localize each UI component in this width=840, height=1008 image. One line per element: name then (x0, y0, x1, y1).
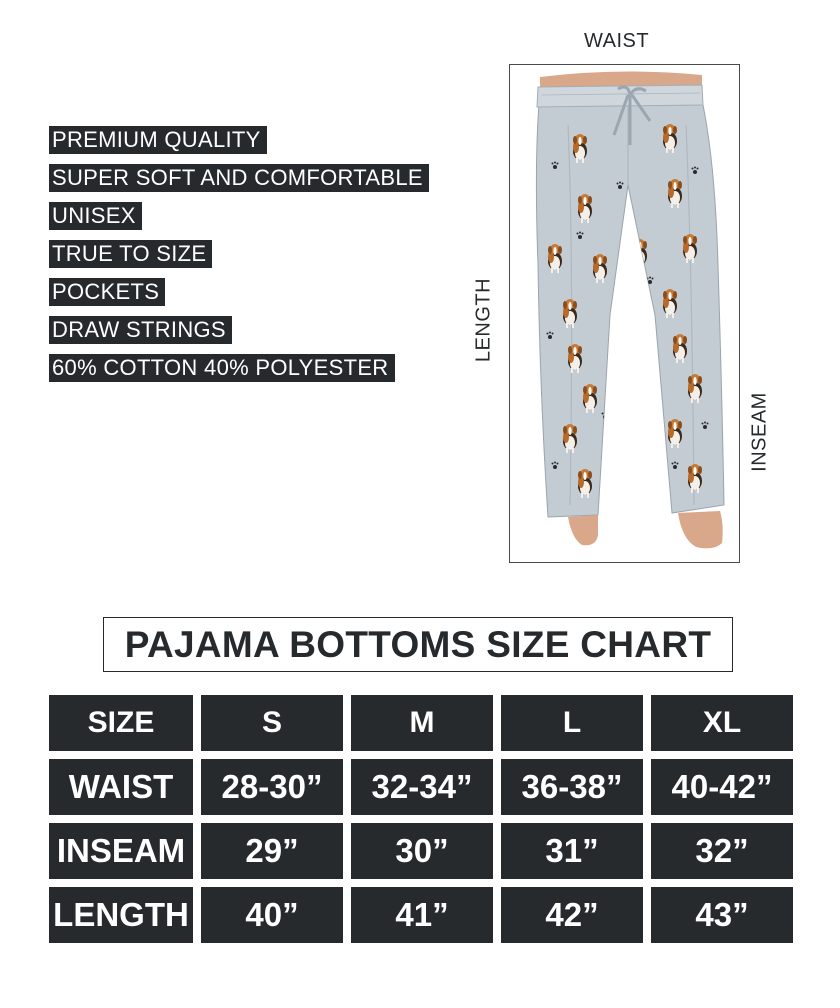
table-header-row (49, 695, 793, 751)
table-header-cell: XL (651, 695, 793, 751)
table-row-label: LENGTH (49, 887, 193, 943)
size-chart-title: PAJAMA BOTTOMS SIZE CHART (124, 623, 712, 665)
feature-list (49, 126, 429, 392)
feature-item: PREMIUM QUALITY (49, 126, 267, 154)
table-cell: 40-42” (651, 759, 793, 815)
size-table (49, 695, 793, 951)
inseam-label: INSEAM (748, 392, 771, 472)
table-cell: 42” (501, 887, 643, 943)
table-row (49, 887, 793, 943)
feature-item: UNISEX (49, 202, 142, 230)
size-chart-title-box (103, 617, 733, 672)
product-photo (509, 64, 740, 563)
feature-item: POCKETS (49, 278, 165, 306)
waist-label: WAIST (584, 30, 650, 52)
table-cell: 30” (351, 823, 493, 879)
feature-item: 60% COTTON 40% POLYESTER (49, 354, 395, 382)
table-row-label: INSEAM (49, 823, 193, 879)
table-cell: 32-34” (351, 759, 493, 815)
table-row-label: WAIST (49, 759, 193, 815)
table-header-cell: L (501, 695, 643, 751)
length-label: LENGTH (472, 277, 495, 363)
table-cell: 43” (651, 887, 793, 943)
table-cell: 29” (201, 823, 343, 879)
table-row (49, 823, 793, 879)
feature-item: SUPER SOFT AND COMFORTABLE (49, 164, 429, 192)
table-cell: 31” (501, 823, 643, 879)
table-header-cell: S (201, 695, 343, 751)
pajama-pants-illustration (510, 65, 739, 562)
feature-item: TRUE TO SIZE (49, 240, 212, 268)
table-row (49, 759, 793, 815)
table-header-cell: M (351, 695, 493, 751)
table-cell: 41” (351, 887, 493, 943)
table-header-cell: SIZE (49, 695, 193, 751)
table-cell: 36-38” (501, 759, 643, 815)
table-cell: 28-30” (201, 759, 343, 815)
table-cell: 40” (201, 887, 343, 943)
table-cell: 32” (651, 823, 793, 879)
feature-item: DRAW STRINGS (49, 316, 232, 344)
